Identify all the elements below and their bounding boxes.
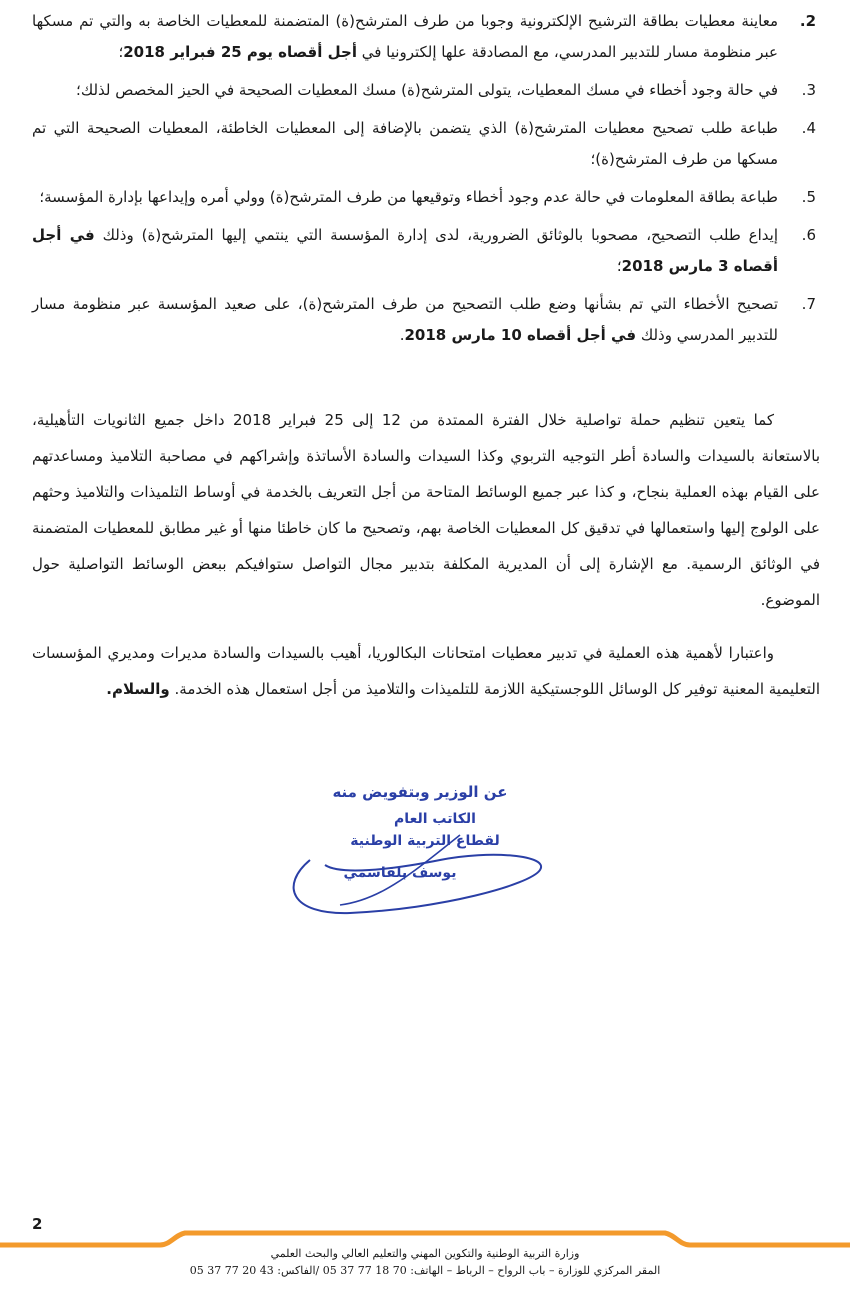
footer-band-line	[0, 1233, 850, 1245]
item-deadline: في أجل أقصاه 10 مارس 2018	[404, 326, 637, 344]
item-text-plain: إيداع طلب التصحيح، مصحوبا بالوثائق الضرورية، لدى إدارة المؤسسة التي ينتمي إليها المترشح(ة) وذلك	[94, 226, 778, 244]
item-text-plain: في حالة وجود أخطاء في مسك المعطيات، يتولى المترشح(ة) مسك المعطيات الصحيحة في الحيز المخصص لذلك؛	[76, 81, 778, 99]
item-text-plain: تصحيح الأخطاء التي تم بشأنها وضع طلب التصحيح من طرف المترشح(ة)، على صعيد المؤسسة عبر منظومة مسار للتدبير المدرسي وذلك	[32, 295, 778, 344]
item-text	[32, 182, 778, 213]
item-text-end: ؛	[118, 43, 124, 61]
item-number: 7.	[801, 295, 816, 313]
stamp-line-3: لقطاع التربية الوطنية	[350, 833, 500, 849]
footer-ministry: وزارة التربية الوطنية والتكوين المهني والتعليم العالي والبحث العلمي	[270, 1247, 580, 1260]
list-item	[32, 182, 820, 213]
paragraph-text: واعتبارا لأهمية هذه العملية في تدبير معطيات امتحانات البكالوريا، أهيب بالسيدات والسادة مديرات ومديري المؤسسات التعليمية المعنية توفير كل الوسائل اللوجستيكية اللازمة للتلميذات والتلاميذ من أجل استعمال هذه الخدمة.	[32, 644, 820, 698]
footer-address: المقر المركزي للوزارة – باب الرواح – الرباط – الهاتف: 70 18 77 37 05 /الفاكس: 43 20 77 37 05	[189, 1264, 661, 1277]
list-item	[32, 289, 820, 351]
item-text	[32, 289, 778, 351]
list-item	[32, 75, 820, 106]
list-item	[32, 113, 820, 175]
footer	[0, 1246, 850, 1280]
item-deadline: أجل أقصاه يوم 25 فبراير 2018	[123, 43, 357, 61]
item-text-plain: طباعة بطاقة المعلومات في حالة عدم وجود أخطاء وتوقيعها من طرف المترشح(ة) وولي أمره وإيداعها بإدارة المؤسسة؛	[39, 188, 778, 206]
stamp-graphic	[240, 775, 560, 925]
item-text	[32, 113, 778, 175]
closing-salutation: والسلام.	[106, 680, 170, 698]
item-deadline: في أجل أقصاه 3 مارس 2018	[32, 226, 778, 275]
stamp-line-4: يوسف بلقاسمي	[343, 865, 457, 881]
item-text	[32, 75, 778, 106]
steps-list	[32, 6, 820, 358]
page-number: 2	[32, 1215, 43, 1233]
item-text-plain: معاينة معطيات بطاقة الترشيح الإلكترونية وجوبا من طرف المترشح(ة) المتضمنة للمعطيات الخاصة به والتي تم مسكها عبر منظومة مسار للتدبير المدرسي، مع المصادقة علها إلكترونيا في	[32, 12, 778, 61]
list-item	[32, 220, 820, 282]
item-text	[32, 6, 778, 68]
item-text-end: ؛	[616, 257, 622, 275]
stamp-line-1: عن الوزير وبتفويض منه	[332, 783, 508, 801]
item-number: 3.	[801, 81, 816, 99]
stamp-line-2: الكاتب العام	[394, 811, 476, 827]
item-number: 6.	[801, 226, 816, 244]
signature-flourish	[294, 855, 541, 913]
paragraph	[32, 402, 820, 618]
list-item	[32, 6, 820, 68]
body-paragraphs	[32, 402, 820, 724]
item-text-end: .	[399, 326, 405, 344]
item-number: 5.	[801, 188, 816, 206]
item-number: 2.	[799, 12, 816, 30]
item-number: 4.	[801, 119, 816, 137]
paragraph	[32, 635, 820, 707]
item-text-plain: طباعة طلب تصحيح معطيات المترشح(ة) الذي يتضمن بالإضافة إلى المعطيات الخاطئة، المعطيات الصحيحة التي تم مسكها من طرف المترشح(ة)؛	[32, 119, 778, 168]
item-text	[32, 220, 778, 282]
paragraph-text: كما يتعين تنظيم حملة تواصلية خلال الفترة الممتدة من 12 إلى 25 فبراير 2018 داخل جميع الثانويات التأهيلية، بالاستعانة بالسيدات والسادة أطر التوجيه التربوي وكذا السيدات والسادة الأساتذة وإشراكهم في مصاحبة التلاميذ ومساعدتهم على القيام بهذه العملية بنجاح، و كذا عبر جميع الوسائط المتاحة من أجل التعريف بالخدمة في أوساط التلميذات والتلاميذ وحثهم على الولوج إليها واستعمالها في تدقيق كل المعطيات الخاصة بهم، وتصحيح ما كان خاطئا منها أو غير مطابق للمعطيات المتضمنة في الوثائق الرسمية. مع الإشارة إلى أن المديرية المكلفة بتدبير مجال التواصل ستوافيكم ببعض الوسائط التواصلية حول الموضوع.	[32, 411, 820, 609]
signature-stamp	[240, 775, 560, 925]
